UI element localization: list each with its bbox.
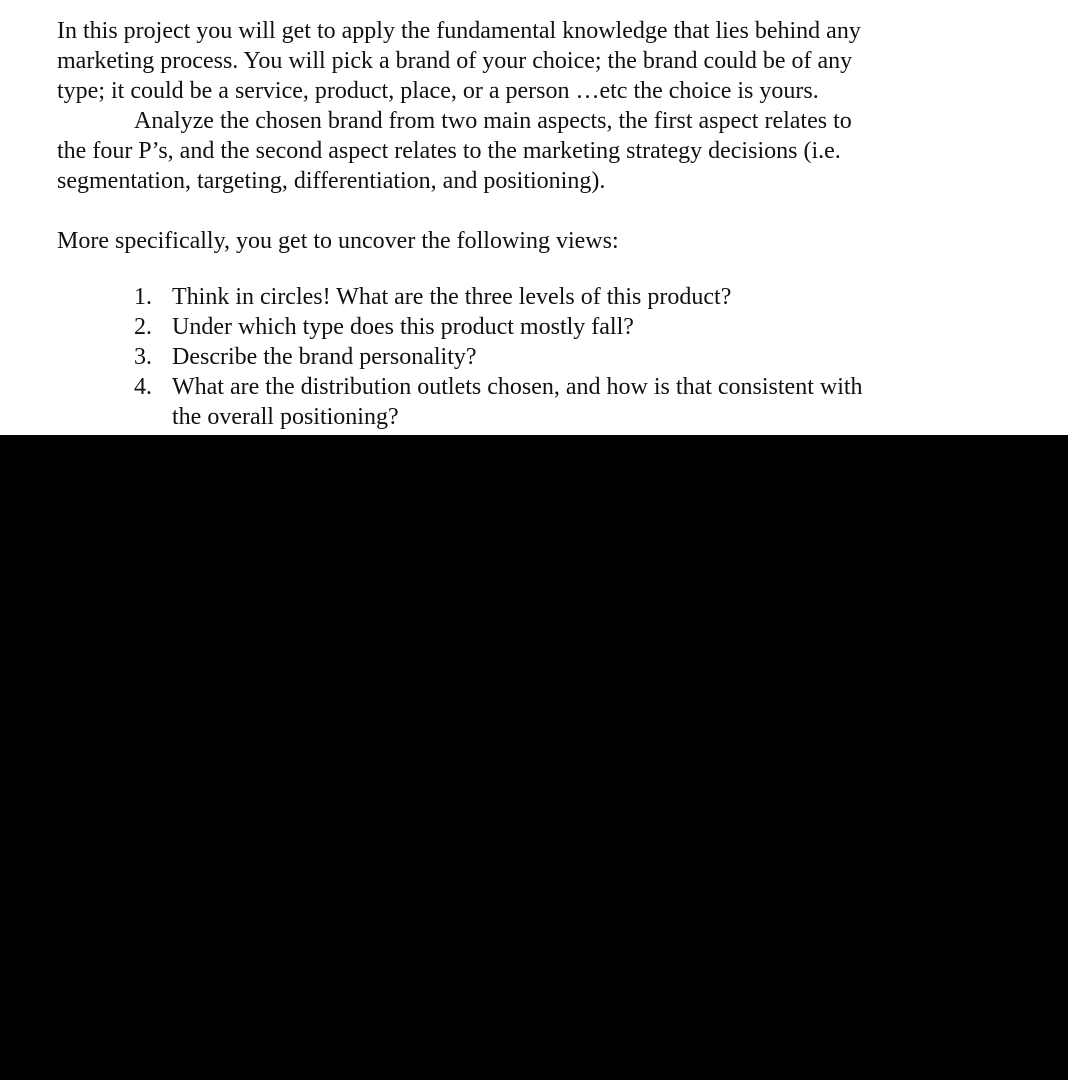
specifics-lead: More specifically, you get to uncover the following views: bbox=[57, 228, 619, 254]
question-text: Describe the brand personality? bbox=[172, 344, 477, 370]
question-number: 2. bbox=[134, 314, 152, 340]
questions-list bbox=[57, 282, 1017, 432]
intro-line: In this project you will get to apply the fundamental knowledge that lies behind any bbox=[57, 18, 861, 44]
question-item bbox=[57, 312, 1017, 342]
analysis-line: segmentation, targeting, differentiation, and positioning). bbox=[57, 168, 606, 194]
analysis-paragraph bbox=[57, 106, 1017, 196]
question-number: 4. bbox=[134, 374, 152, 400]
question-item bbox=[57, 342, 1017, 372]
question-text: Think in circles! What are the three levels of this product? bbox=[172, 284, 732, 310]
question-number: 3. bbox=[134, 344, 152, 370]
redacted-area bbox=[0, 435, 1068, 1080]
intro-line: marketing process. You will pick a brand of your choice; the brand could be of any bbox=[57, 48, 853, 74]
intro-line: type; it could be a service, product, place, or a person …etc the choice is yours. bbox=[57, 78, 819, 104]
analysis-line: the four P’s, and the second aspect relates to the marketing strategy decisions (i.e. bbox=[57, 138, 841, 164]
question-item bbox=[57, 282, 1017, 312]
question-text: the overall positioning? bbox=[172, 404, 399, 430]
intro-paragraph bbox=[57, 16, 1017, 106]
document-page bbox=[0, 0, 1068, 435]
question-item bbox=[57, 372, 1017, 432]
question-text: What are the distribution outlets chosen, and how is that consistent with bbox=[172, 374, 863, 400]
analysis-line: Analyze the chosen brand from two main aspects, the first aspect relates to bbox=[134, 108, 852, 134]
question-text: Under which type does this product mostly fall? bbox=[172, 314, 634, 340]
question-number: 1. bbox=[134, 284, 152, 310]
document-body bbox=[57, 16, 1017, 432]
